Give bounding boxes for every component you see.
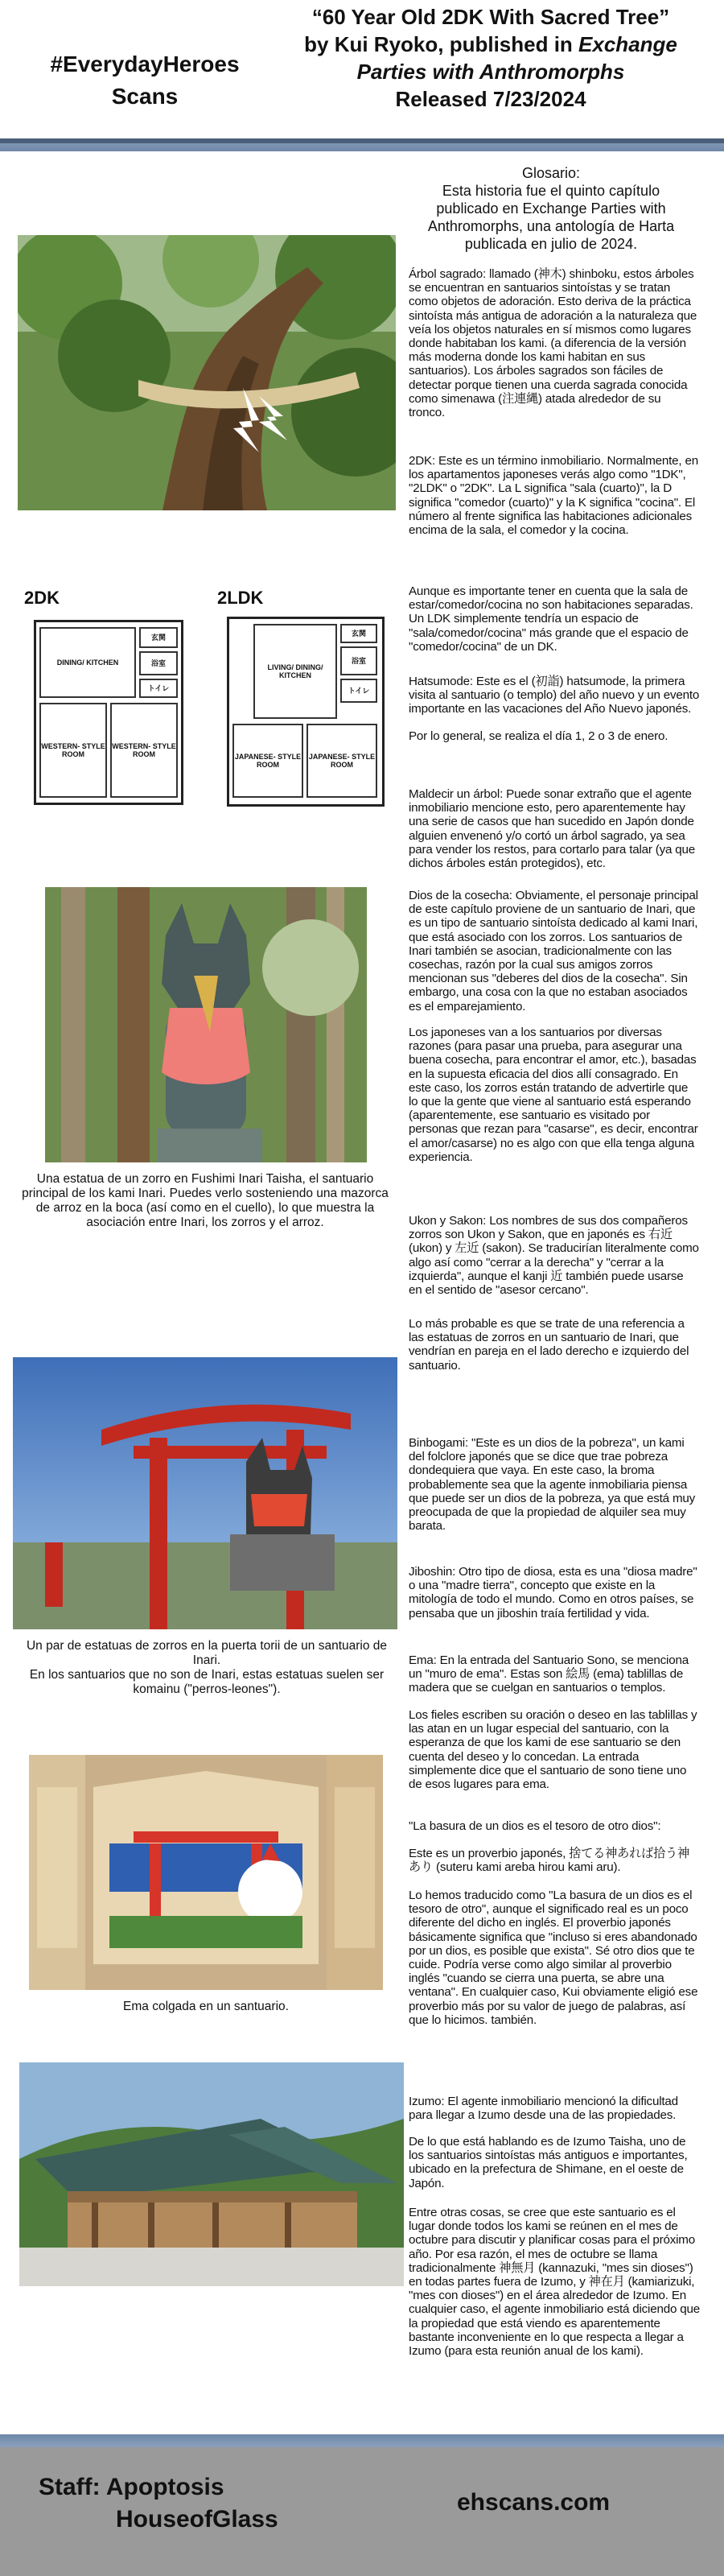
- plan-2dk-toilet: トイレ: [139, 679, 178, 698]
- glossary-heading: Glosario:: [521, 165, 581, 181]
- entry-binbogami: Binbogami: "Este es un dios de la pobreza", un kami del folclore japonés que se dice que trae pobreza dondequiera que vaya. En este caso, la broma probablemente sea que la agente inmobiliaria piensa que puede ser un dios de la pobreza, ya que está muy preocupada de que la propiedad de alquiler sea muy barata.: [409, 1436, 696, 1534]
- plan-2dk-label: 2DK: [24, 588, 60, 608]
- plan-2ldk-entry: 玄関: [340, 624, 377, 643]
- plan-2dk-dining: DINING/ KITCHEN: [39, 627, 136, 698]
- tag-line-2: Scans: [111, 84, 179, 109]
- tag-line-1: #EverydayHeroes: [50, 52, 240, 76]
- plan-2dk-western-1: WESTERN- STYLE ROOM: [39, 703, 107, 798]
- footer-band: [0, 2434, 724, 2447]
- entry-2dk: 2DK: Este es un término inmobiliario. Normalmente, en los apartamentos japoneses verás algo como "1DK", "2LDK" o "2DK". La L significa "sala (cuarto)", la D significa "comedor (cuarto)" y la K significa "cocina". El número al frente significa las habitaciones adicionales encima de la sala, el comedor y la cocina.: [409, 454, 698, 538]
- entry-sacred-tree: Árbol sagrado: llamado (神木) shinboku, estos árboles se encuentran en santuarios sintoístas y se tratan como objetos de adoración. Esto deriva de la práctica sintoísta más antigua de adoración a la naturaleza que veía los objetos naturales en sí mismos como lugares donde habitaban los kami. (a diferencia de la versión más moderna donde los kami habitan en sus santuarios). Los árboles sagrados son fáciles de detectar porque tienen una cuerda sagrada conocida como simenawa (注連縄) atada alrededor de su tronco.: [409, 267, 697, 420]
- entry-harvest-b: Los japoneses van a los santuarios por diversas razones (para pasar una prueba, para asegurar una buena cosecha, para encontrar el amor, etc.), basadas en la supuesta eficacia del dios allí consagrado. En este caso, los zorros están tratando de advertirle que lo que la gente que viene al santuario está esperando (aparentemente, ese santuario es visitado por personas que rezan para "casarse", es decir, encontrar el amor/casarse) no es algo con que ella tenga alguna experiencia.: [409, 1026, 698, 1164]
- entry-jiboshin: Jiboshin: Otro tipo de diosa, esta es una "diosa madre" o una "madre tierra", concepto que existe en la mitología de todo el mundo. Como en otros países, se pensaba que un jiboshin traía fertilidad y vida.: [409, 1565, 697, 1620]
- staff-credits: [39, 2471, 278, 2536]
- plan-2dk: [34, 620, 183, 805]
- page-footer: [0, 2447, 724, 2576]
- plan-2ldk-living: LIVING/ DINING/ KITCHEN: [253, 624, 337, 719]
- plan-2ldk-toilet: トイレ: [340, 679, 377, 703]
- caption-fox-statue: Una estatua de un zorro en Fushimi Inari Taisha, el santuario principal de los kami Inari. Puedes verlo sosteniendo una mazorca de arroz en la boca (así como en el cuello), lo que muestra la asociación entre Inari, los zorros y el arroz.: [22, 1172, 389, 1229]
- plan-2dk-western-2: WESTERN- STYLE ROOM: [110, 703, 178, 798]
- entry-proverb: "La basura de un dios es el tesoro de otro dios":: [409, 1819, 661, 1833]
- torii-fox-photo: [13, 1357, 397, 1629]
- plan-2ldk: [227, 617, 385, 807]
- title-line-4: Released 7/23/2024: [395, 87, 586, 111]
- ema-photo: [29, 1755, 383, 1990]
- entry-ukon-sakon: Ukon y Sakon: Los nombres de sus dos compañeros zorros son Ukon y Sakon, que en japonés es 右近 (ukon) y 左近 (sakon). Se traducirían literalmente como algo así como "cerrar a la derecha" y "cerrar a la izquierda", aunque el kanji 近 también puede usarse en el sentido de "asesor cercano".: [409, 1214, 699, 1298]
- glossary-content: [0, 151, 724, 2434]
- entry-proverb-c: Lo hemos traducido como "La basura de un dios es el tesoro de otro", aunque el significado real es un poco diferente del dicho en inglés. El proverbio japonés básicamente significa que "incluso si eres abandonado por un dios, es posible que exista". Sé otro dios que te cuide. Podría verse como algo similar al proverbio inglés "cuando se cierra una puerta, se abre una ventana". En cualquier caso, Kui obviamente eligió ese proverbio más por su valor de juego de palabras, así que lo hicimos. también.: [409, 1889, 698, 2027]
- entry-izumo-c: Entre otras cosas, se cree que este santuario es el lugar donde todos los kami se reúnen en el mes de octubre para discutir y planificar cosas para el próximo año. Por esa razón, el mes de octubre se llama tradicionalmente 神無月 (kannazuki, "mes sin dioses") en todas partes fuera de Izumo, y 神在月 (kamiarizuki, "mes con dioses") en el área alrededor de Izumo. En cualquier caso, el agente inmobiliario está diciendo que la propiedad que está viendo es aparentemente bastante inconveniente en lo que respecta a llegar a Izumo (para esta reunión anual de los kami).: [409, 2206, 700, 2359]
- staff-line-1: Staff: Apoptosis: [39, 2474, 224, 2500]
- entry-ema: Ema: En la entrada del Santuario Sono, se menciona un "muro de ema". Estas son 絵馬 (ema) tablillas de madera que se cuelgan en santuarios o templos.: [409, 1653, 689, 1695]
- entry-hatsumode-b: Por lo general, se realiza el día 1, 2 o 3 de enero.: [409, 729, 668, 743]
- entry-ema-b: Los fieles escriben su oración o deseo en las tablillas y las atan en un lugar especial del santuario, con la esperanza de que los kami de ese santuario se den cuenta del deseo y lo concedan. La entrada simplemente dice que el santuario de sono tiene uno de esos lugares para ema.: [409, 1708, 697, 1792]
- plan-2dk-entry: 玄関: [139, 627, 178, 648]
- izumo-shrine-photo: [19, 2062, 404, 2286]
- release-title: [274, 3, 708, 113]
- sacred-tree-photo: [18, 235, 396, 510]
- caption-fox-pair: [11, 1639, 402, 1697]
- title-line-2: [274, 31, 708, 58]
- staff-line-2: HouseofGlass: [116, 2506, 278, 2533]
- title-line-1: “60 Year Old 2DK With Sacred Tree”: [311, 5, 670, 29]
- caption-ema: Ema colgada en un santuario.: [123, 2000, 289, 2013]
- glossary-title: [410, 164, 692, 253]
- plan-2ldk-label: 2LDK: [217, 588, 264, 608]
- entry-harvest: Dios de la cosecha: Obviamente, el personaje principal de este capítulo proviene de un santuario de Inari, que es un tipo de santuario sintoísta dedicado al kami Inari, que está asociado con los zorros. Los santuarios de Inari también se asocian, tradicionalmente con las cosechas, razón por la cual sus amigos zorros mencionan sus "deberes del dios de la cosecha". Sin embargo, una cosa con la que no estaban asociados es el emparejamiento.: [409, 889, 698, 1013]
- caption-fox-pair-line-b: En los santuarios que no son de Inari, estas estatuas suelen ser komainu ("perros-leones").: [29, 1668, 385, 1696]
- entry-izumo-b: De lo que está hablando es de Izumo Taisha, uno de los santuarios sintoístas más antiguos e importantes, ubicado en la prefectura de Shimane, en el oeste de Japón.: [409, 2135, 688, 2190]
- entry-proverb-b: Este es un proverbio japonés, 捨てる神あれば拾う神あり (suteru kami areba hirou kami aru).: [409, 1847, 690, 1875]
- entry-izumo: Izumo: El agente inmobiliario mencionó la dificultad para llegar a Izumo desde una de las propiedades.: [409, 2095, 678, 2123]
- title-line-2-byline: by Kui Ryoko, published in: [304, 32, 579, 56]
- entry-curse: Maldecir un árbol: Puede sonar extraño que el agente inmobiliario mencione esto, pero aparentemente hay una serie de casos que han sucedido en Japón donde alguien envenenó y/o cortó un árbol sagrado, ya sea para vender los restos, para cortarlo para talar (ya que dichos árboles están protegidos), etc.: [409, 787, 696, 871]
- header-band-line: [0, 138, 724, 143]
- entry-ukon-sakon-b: Lo más probable es que se trate de una referencia a las estatuas de zorros en un santuario de Inari, que vendrían en pareja en el lado derecho e izquierdo del santuario.: [409, 1317, 689, 1373]
- fox-statue-photo: [45, 887, 367, 1162]
- plan-2ldk-bath: 浴室: [340, 646, 377, 675]
- entry-2dk-b: Aunque es importante tener en cuenta que la sala de estar/comedor/cocina no son habitaciones separadas. Un LDK simplemente tendría un espacio de "sala/comedor/cocina" más grande que el espacio de "comedor/cocina" de un DK.: [409, 584, 693, 654]
- plan-2ldk-japanese-2: JAPANESE- STYLE ROOM: [306, 724, 377, 798]
- scanlation-tag: [48, 48, 241, 113]
- caption-fox-pair-line: Un par de estatuas de zorros en la puerta torii de un santuario de Inari.: [26, 1639, 388, 1667]
- glossary-intro: Esta historia fue el quinto capítulo publicado en Exchange Parties with Anthromorphs, una antología de Harta publicada en julio de 2024.: [427, 183, 675, 252]
- plan-2dk-bath: 浴室: [139, 651, 178, 675]
- entry-hatsumode: Hatsumode: Este es el (初詣) hatsumode, la primera visita al santuario (o templo) del año nuevo y un evento importante en las vacaciones del Año Nuevo japonés.: [409, 675, 700, 716]
- page-header: [0, 0, 724, 138]
- title-line-2-pub: Exchange: [578, 32, 677, 56]
- plan-2ldk-japanese-1: JAPANESE- STYLE ROOM: [232, 724, 303, 798]
- title-line-3: Parties with Anthromorphs: [356, 60, 625, 84]
- site-url[interactable]: ehscans.com: [457, 2489, 611, 2516]
